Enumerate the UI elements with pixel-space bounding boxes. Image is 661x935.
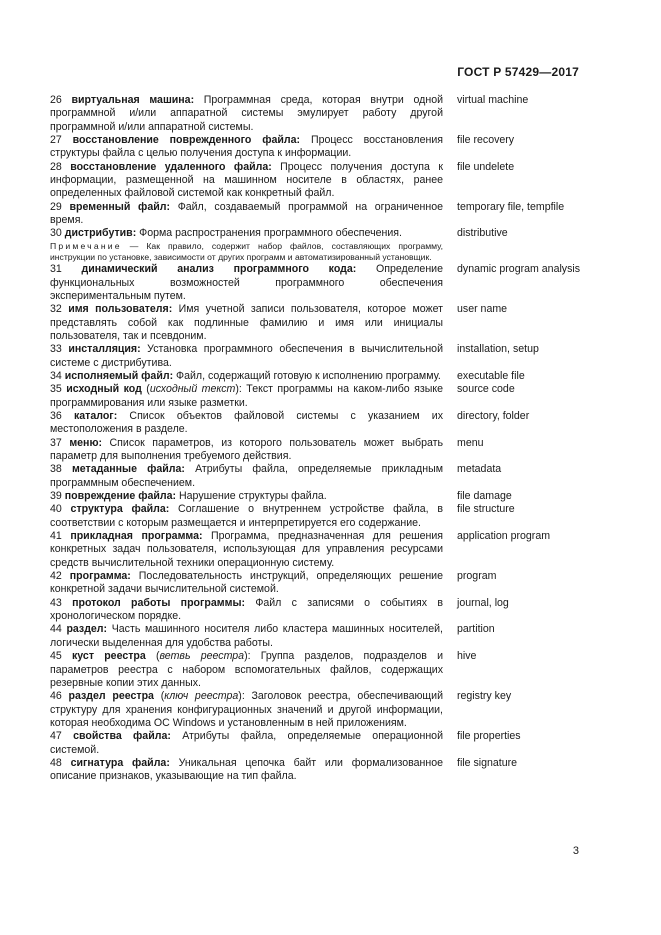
- term-text: Файл, содержащий готовую к исполнению программу.: [173, 369, 441, 382]
- term-text: Уникальная цепочка байт или формализованное описание признаков, указывающие на тип файла.: [50, 756, 443, 783]
- term-number: 47: [50, 730, 62, 743]
- term-english-equivalent: file undelete: [457, 160, 515, 173]
- term-text: Процесс восстановления структуры файла с целью получения доступа к информации.: [50, 134, 443, 160]
- term-name: свойства файла:: [73, 730, 171, 743]
- term-entry: [50, 463, 590, 490]
- term-number: 31: [50, 263, 62, 276]
- term-english-equivalent: file recovery: [457, 134, 515, 147]
- term-note: [50, 241, 443, 263]
- term-english-equivalent: virtual machine: [457, 94, 529, 106]
- term-text: Список параметров, из которого пользователь может выбрать параметр для выполнения требуемого действия.: [50, 436, 443, 462]
- term-definition: [50, 263, 443, 303]
- term-definition: [50, 94, 443, 134]
- term-english-equivalent: distributive: [457, 227, 508, 240]
- term-name: виртуальная машина:: [71, 94, 195, 106]
- term-name: сигнатура файла:: [70, 756, 170, 769]
- term-number: 29: [50, 200, 62, 213]
- term-definition: [50, 463, 443, 490]
- term-text: Установка программного обеспечения в вычислительной системе с дистрибутива.: [50, 343, 443, 369]
- term-entry: [50, 597, 590, 624]
- term-synonym: ветвь реестра: [159, 650, 245, 663]
- term-definition: 45 куст реестра (ветвь реестра): Группа разделов, подразделов и параметров реестра с набором вспомогательных файлов, содержащих резервные копии этих данных.: [50, 650, 444, 689]
- term-entry: [50, 303, 590, 343]
- term-number: 30: [50, 227, 62, 240]
- term-name: структура файла:: [70, 503, 170, 516]
- term-text: Соглашение о внутреннем устройстве файла, в соответствии с которым размещается и интерпретируется его содержание.: [50, 503, 443, 529]
- term-entry: [50, 437, 590, 464]
- term-name: меню:: [69, 436, 103, 449]
- term-text: Часть машинного носителя либо кластера машинных носителей, логически выделенная для удобства работы.: [50, 623, 443, 649]
- term-name: повреждение файла:: [64, 490, 177, 503]
- term-english-equivalent: metadata: [457, 463, 502, 476]
- term-definition: [50, 730, 443, 757]
- term-number: 41: [50, 530, 62, 543]
- term-text: Последовательность инструкций, определяющих решение конкретной задачи вычислительной системой.: [50, 570, 443, 596]
- term-name: каталог:: [73, 409, 118, 422]
- term-name: инсталляция:: [68, 343, 141, 356]
- term-synonym: ключ реестра: [164, 690, 239, 703]
- term-definition: [50, 570, 443, 597]
- term-text: Форма распространения программного обеспечения.: [136, 227, 402, 240]
- term-entry: [50, 161, 590, 201]
- term-number: 45: [50, 650, 62, 663]
- term-english-equivalent: file signature: [457, 756, 518, 769]
- term-text: Атрибуты файла, определяемые прикладным программным обеспечением.: [50, 463, 443, 489]
- term-text: Определение функциональных возможностей программного обеспечения экспериментальным путем.: [50, 263, 443, 302]
- term-english-equivalent: registry key: [457, 690, 512, 703]
- term-number: 37: [50, 436, 62, 449]
- term-text: Файл с записями о событиях в хронологическом порядке.: [50, 596, 443, 623]
- term-number: 28: [50, 160, 62, 173]
- term-entry: [50, 227, 590, 263]
- term-name: раздел реестра: [68, 690, 154, 703]
- term-definition: [50, 490, 443, 503]
- term-text: Файл, создаваемый программой на ограниченное время.: [50, 200, 443, 227]
- term-english-equivalent: menu: [457, 436, 484, 449]
- term-entry: [50, 490, 590, 503]
- term-english-equivalent: temporary file, tempfile: [457, 200, 565, 213]
- term-text: Процесс получения доступа к информации, размещенной на машинном носителе в областях, ранее определенных файловой системой как конкретный файл.: [50, 160, 443, 200]
- term-entry: [50, 690, 590, 730]
- term-text: Программная среда, которая внутри одной программной и/или аппаратной системы эмулирует работу другой программной и/или аппаратной системы.: [50, 94, 444, 133]
- term-entry: [50, 134, 590, 161]
- term-english-equivalent: application program: [457, 530, 551, 543]
- term-definition: 46 раздел реестра (ключ реестра): Заголовок реестра, обеспечивающий структуру для хранения конфигурационных значений и другой информации, которая необходима ОС Windows и установленным в ней приложениям.: [50, 690, 443, 729]
- term-synonym: исходный текст: [149, 383, 236, 396]
- term-entry: [50, 370, 590, 383]
- term-name: дистрибутив:: [64, 227, 137, 240]
- term-definition: [50, 303, 443, 343]
- term-english-equivalent: file structure: [457, 503, 515, 516]
- term-english-equivalent: partition: [457, 623, 495, 636]
- term-name: исходный код: [66, 383, 142, 396]
- term-number: 42: [50, 570, 62, 583]
- term-english-equivalent: program: [457, 570, 497, 583]
- term-number: 39: [50, 490, 62, 503]
- term-text: : Заголовок реестра, обеспечивающий структуру для хранения конфигурационных значений и другой информации, которая необходима ОС Windows и установленным в ней приложениям.: [50, 690, 443, 729]
- term-text: Имя учетной записи пользователя, которое может представлять собой как подлинные фамилию и имя или инициалы пользователя, так и псевдоним.: [50, 303, 443, 342]
- term-name: исполняемый файл:: [64, 369, 174, 382]
- term-entry: [50, 343, 590, 370]
- term-english-equivalent: hive: [457, 650, 477, 663]
- term-definition: [50, 503, 443, 530]
- term-definition: [50, 201, 443, 228]
- term-name: метаданные файла:: [71, 463, 185, 476]
- term-definition: [50, 530, 443, 570]
- term-english-equivalent: installation, setup: [457, 343, 539, 356]
- term-text: Нарушение структуры файла.: [176, 490, 327, 503]
- page-header: ГОСТ Р 57429—2017: [457, 65, 579, 79]
- term-english-equivalent: directory, folder: [457, 409, 530, 422]
- term-entry: [50, 570, 590, 597]
- term-definition: [50, 623, 443, 650]
- term-number: 46: [50, 690, 62, 703]
- term-number: 40: [50, 503, 62, 516]
- term-number: 27: [50, 134, 62, 147]
- term-definition: [50, 410, 443, 437]
- term-name: раздел:: [66, 623, 108, 636]
- term-entry: [50, 201, 590, 228]
- term-definition: [50, 437, 443, 464]
- term-definition: [50, 227, 443, 263]
- term-english-equivalent: executable file: [457, 369, 525, 382]
- terms-list: [50, 94, 590, 784]
- term-english-equivalent: file damage: [457, 490, 512, 503]
- term-number: 34: [50, 369, 62, 382]
- term-number: 38: [50, 463, 62, 476]
- term-name: куст реестра: [72, 650, 146, 663]
- term-english-equivalent: dynamic program analysis: [457, 263, 581, 276]
- term-definition: [50, 370, 443, 383]
- term-text: Программа, предназначенная для решения конкретных задач пользователя, использующая для управления ресурсами средств вычислительной техники операционную систему.: [50, 530, 443, 569]
- term-definition: [50, 161, 443, 201]
- term-english-equivalent: user name: [457, 303, 508, 316]
- term-number: 36: [50, 409, 62, 422]
- note-text: — Как правило, содержит набор файлов, составляющих программу, инструкции по установке, зависимости от других программ и автоматизированный установщик.: [50, 240, 443, 262]
- term-name: динамический анализ программного кода:: [81, 263, 357, 276]
- term-entry: [50, 383, 590, 410]
- term-name: имя пользователя:: [68, 303, 173, 316]
- term-definition: [50, 343, 443, 370]
- term-english-equivalent: source code: [457, 383, 515, 396]
- term-entry: [50, 730, 590, 757]
- term-number: 35: [50, 383, 62, 396]
- page-number: 3: [572, 845, 579, 857]
- term-text: Атрибуты файла, определяемые операционной системой.: [50, 730, 443, 756]
- term-number: 43: [50, 596, 62, 609]
- term-entry: [50, 410, 590, 437]
- term-entry: [50, 263, 590, 303]
- term-name: восстановление удаленного файла:: [70, 160, 272, 173]
- term-entry: [50, 650, 590, 690]
- term-name: временный файл:: [69, 200, 170, 213]
- term-number: 32: [50, 303, 62, 316]
- term-text: : Текст программы на каком-либо языке программирования или языке разметки.: [50, 383, 443, 409]
- term-english-equivalent: file properties: [457, 730, 521, 743]
- term-definition: 35 исходный код (исходный текст): Текст программы на каком-либо языке программирования или языке разметки.: [50, 383, 443, 409]
- term-text: Список объектов файловой системы с указанием их местоположения в разделе.: [50, 409, 443, 436]
- term-definition: [50, 597, 443, 624]
- term-entry: [50, 94, 590, 134]
- term-entry: [50, 530, 590, 570]
- term-name: прикладная программа:: [70, 530, 203, 543]
- term-definition: [50, 757, 443, 784]
- term-text: : Группа разделов, подразделов и параметров реестра с набором вспомогательных файлов, содержащих резервные копии этих данных.: [50, 650, 444, 689]
- term-entry: [50, 503, 590, 530]
- term-name: восстановление поврежденного файла:: [72, 134, 301, 147]
- term-number: 33: [50, 343, 62, 356]
- term-number: 26: [50, 94, 62, 106]
- term-entry: [50, 623, 590, 650]
- term-definition: [50, 134, 443, 161]
- term-name: программа:: [69, 570, 131, 583]
- term-english-equivalent: journal, log: [457, 596, 509, 609]
- term-name: протокол работы программы:: [72, 596, 246, 609]
- term-entry: [50, 757, 590, 784]
- term-number: 48: [50, 756, 62, 769]
- note-label: Примечание: [50, 240, 122, 251]
- term-number: 44: [50, 623, 62, 636]
